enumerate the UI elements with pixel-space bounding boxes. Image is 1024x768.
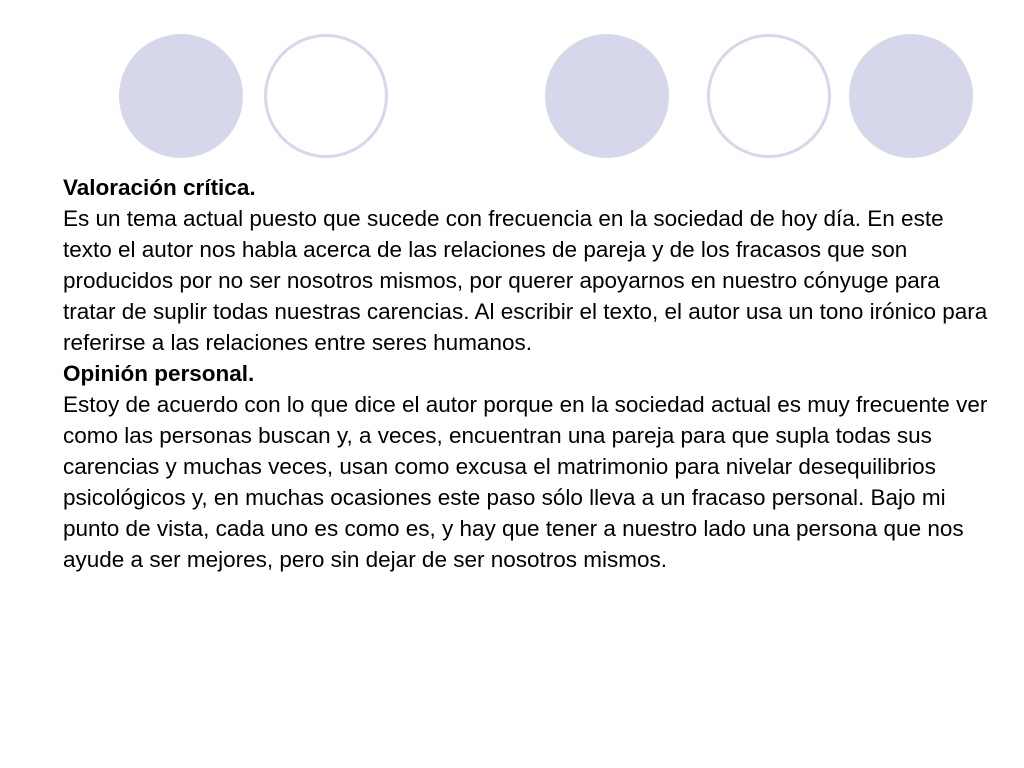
- decorative-circle-filled: [545, 34, 669, 158]
- decorative-circle-outline: [264, 34, 388, 158]
- decorative-circle-filled: [849, 34, 973, 158]
- section-body-opinion: Estoy de acuerdo con lo que dice el autor porque en la sociedad actual es muy frecuente ver como las personas buscan y, a veces, encuentran una pareja para que supla todas sus carencias y muchas veces, usan como excusa el matrimonio para nivelar desequilibrios psicológicos y, en muchas ocasiones este paso sólo lleva a un fracaso personal. Bajo mi punto de vista, cada uno es como es, y hay que tener a nuestro lado una persona que nos ayude a ser mejores, pero sin dejar de ser nosotros mismos.: [63, 392, 988, 572]
- slide-body: [63, 172, 988, 575]
- section-heading-opinion: Opinión personal.: [63, 361, 255, 386]
- decorative-circle-filled: [119, 34, 243, 158]
- section-body-valoracion: Es un tema actual puesto que sucede con frecuencia en la sociedad de hoy día. En este texto el autor nos habla acerca de las relaciones de pareja y de los fracasos que son producidos por no ser nosotros mismos, por querer apoyarnos en nuestro cónyuge para tratar de suplir todas nuestras carencias. Al escribir el texto, el autor usa un tono irónico para referirse a las relaciones entre seres humanos.: [63, 206, 988, 355]
- decorative-circle-outline: [707, 34, 831, 158]
- section-heading-valoracion: Valoración crítica.: [63, 175, 256, 200]
